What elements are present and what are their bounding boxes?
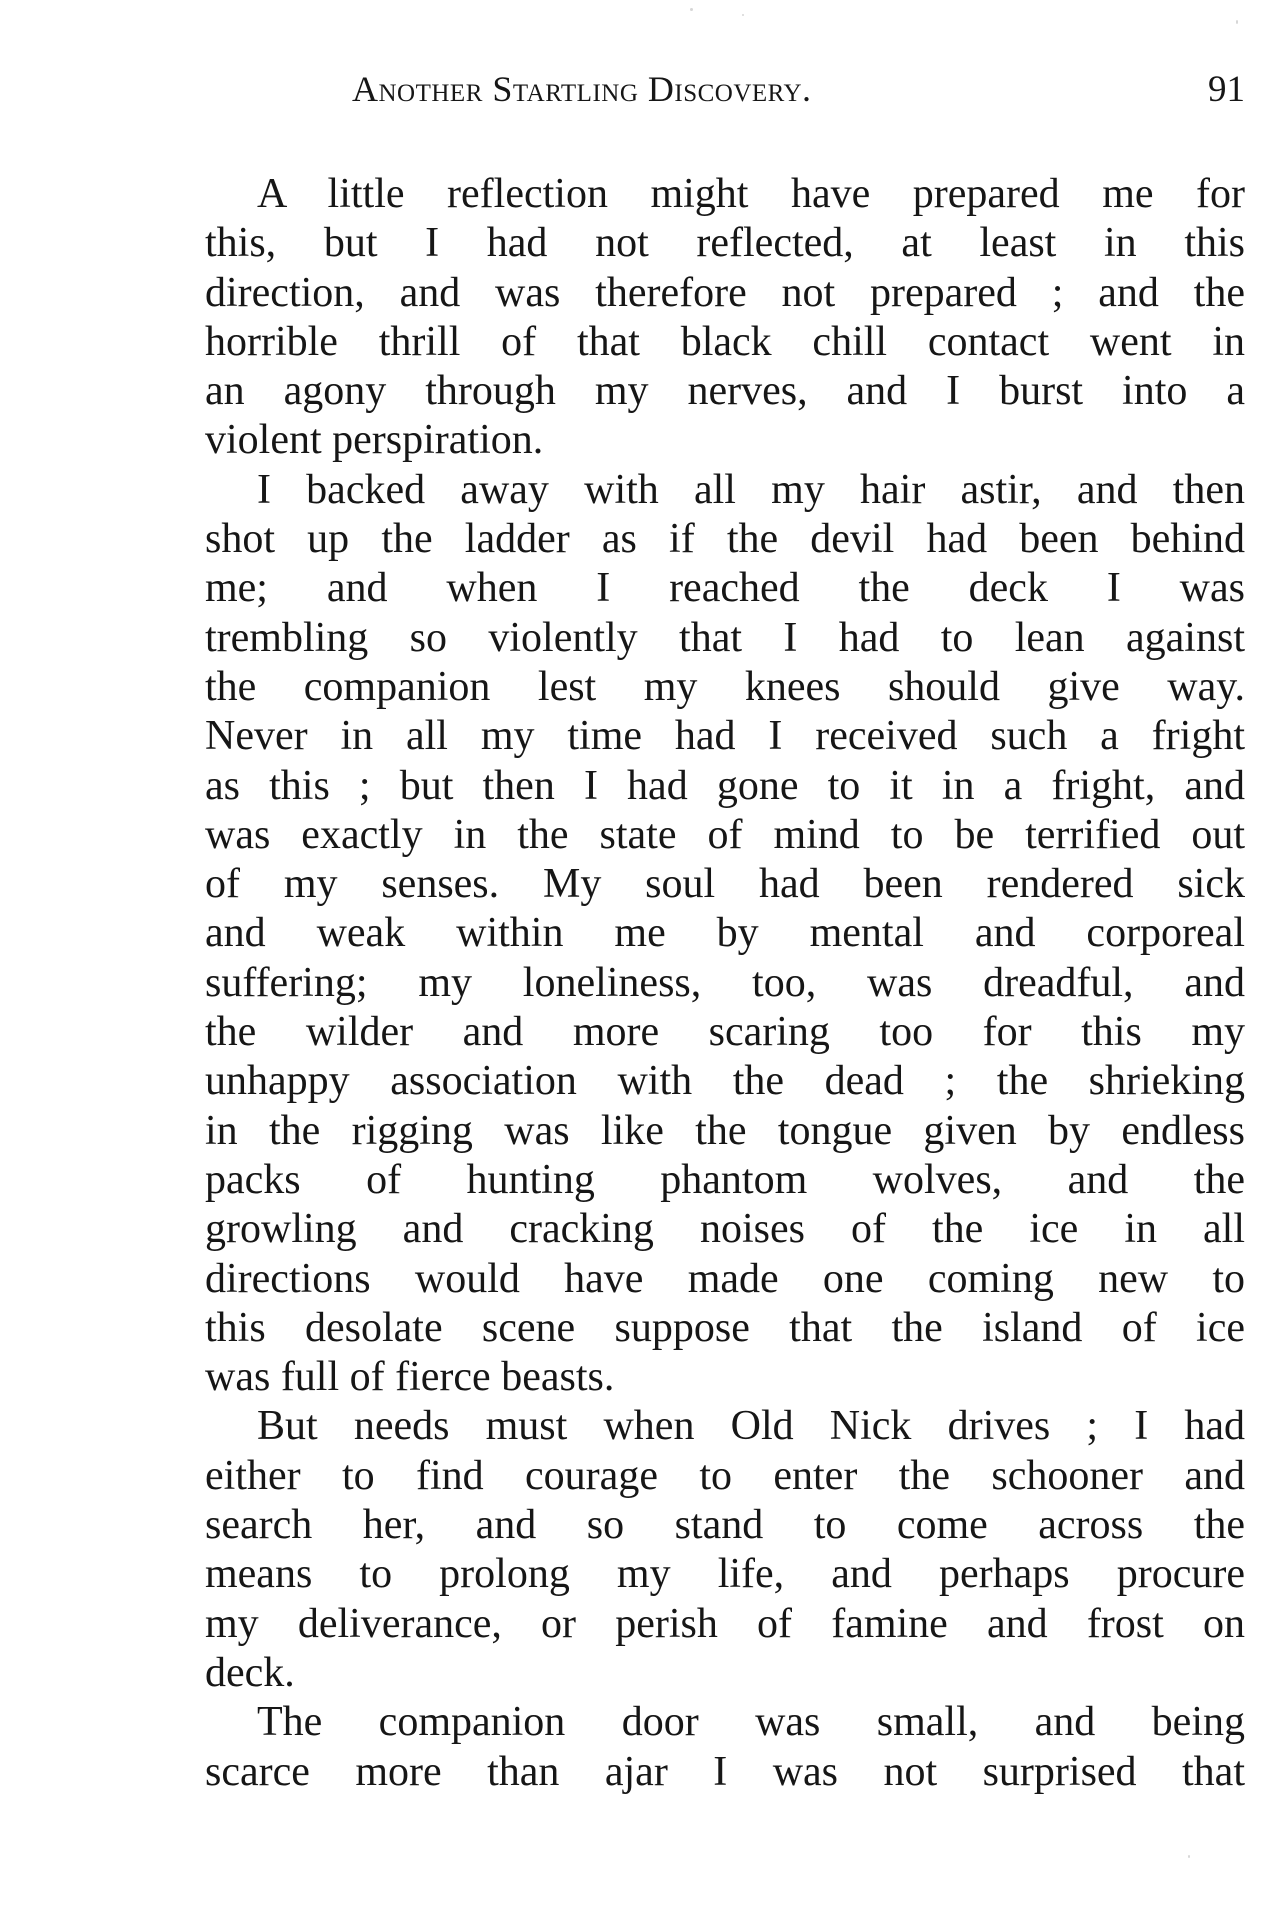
text-line: was exactly in the state of mind to be terrified out: [205, 811, 1245, 858]
body-text: [205, 170, 1245, 1797]
page-number: 91: [1208, 69, 1245, 110]
scan-speck: [1236, 20, 1238, 24]
text-line: of my senses. My soul had been rendered sick: [205, 861, 1245, 908]
text-line: was full of fierce beasts.: [205, 1354, 615, 1401]
text-line: suffering; my loneliness, too, was dreadful, and: [205, 959, 1245, 1006]
text-line: unhappy association with the dead ; the shrieking: [205, 1058, 1245, 1105]
text-line: Never in all my time had I received such a fright: [205, 713, 1245, 760]
text-line: trembling so violently that I had to lean against: [205, 614, 1245, 661]
paragraph-2: [205, 466, 1245, 1403]
scan-speck: [742, 14, 744, 16]
text-line: the companion lest my knees should give way.: [205, 663, 1245, 710]
text-line: an agony through my nerves, and I burst into a: [205, 368, 1245, 415]
text-line: search her, and so stand to come across the: [205, 1502, 1245, 1549]
text-line: either to find courage to enter the schooner and: [205, 1452, 1245, 1499]
scan-speck: [1188, 1855, 1190, 1858]
text-line: the wilder and more scaring too for this my: [205, 1009, 1245, 1056]
paragraph-1: [205, 170, 1245, 466]
paragraph-3: [205, 1402, 1245, 1698]
text-line: growling and cracking noises of the ice in all: [205, 1206, 1245, 1253]
text-line: I backed away with all my hair astir, and then: [257, 466, 1245, 513]
text-line: this, but I had not reflected, at least in this: [205, 220, 1245, 267]
text-line: shot up the ladder as if the devil had been behind: [205, 516, 1245, 563]
paragraph-4: [205, 1698, 1245, 1797]
text-line: means to prolong my life, and perhaps procure: [205, 1551, 1245, 1598]
text-line: The companion door was small, and being: [257, 1699, 1245, 1746]
scan-speck: [690, 8, 693, 11]
text-line: in the rigging was like the tongue given by endless: [205, 1107, 1245, 1154]
running-head: [352, 68, 1255, 124]
text-line: deck.: [205, 1649, 295, 1696]
text-line: this desolate scene suppose that the island of ice: [205, 1304, 1245, 1351]
text-line: me; and when I reached the deck I was: [205, 565, 1245, 612]
text-line: packs of hunting phantom wolves, and the: [205, 1156, 1245, 1203]
text-line: as this ; but then I had gone to it in a fright, and: [205, 762, 1245, 809]
text-line: violent perspiration.: [205, 417, 544, 464]
running-title: Another Startling Discovery.: [352, 69, 812, 109]
text-line: direction, and was therefore not prepared ; and the: [205, 269, 1245, 316]
text-line: A little reflection might have prepared me for: [257, 171, 1245, 217]
text-line: my deliverance, or perish of famine and frost on: [205, 1600, 1245, 1647]
text-line: and weak within me by mental and corporeal: [205, 910, 1245, 957]
text-line: scarce more than ajar I was not surprised that: [205, 1748, 1245, 1795]
text-line: horrible thrill of that black chill contact went in: [205, 318, 1245, 365]
text-line: But needs must when Old Nick drives ; I had: [257, 1403, 1245, 1450]
text-line: directions would have made one coming new to: [205, 1255, 1245, 1302]
